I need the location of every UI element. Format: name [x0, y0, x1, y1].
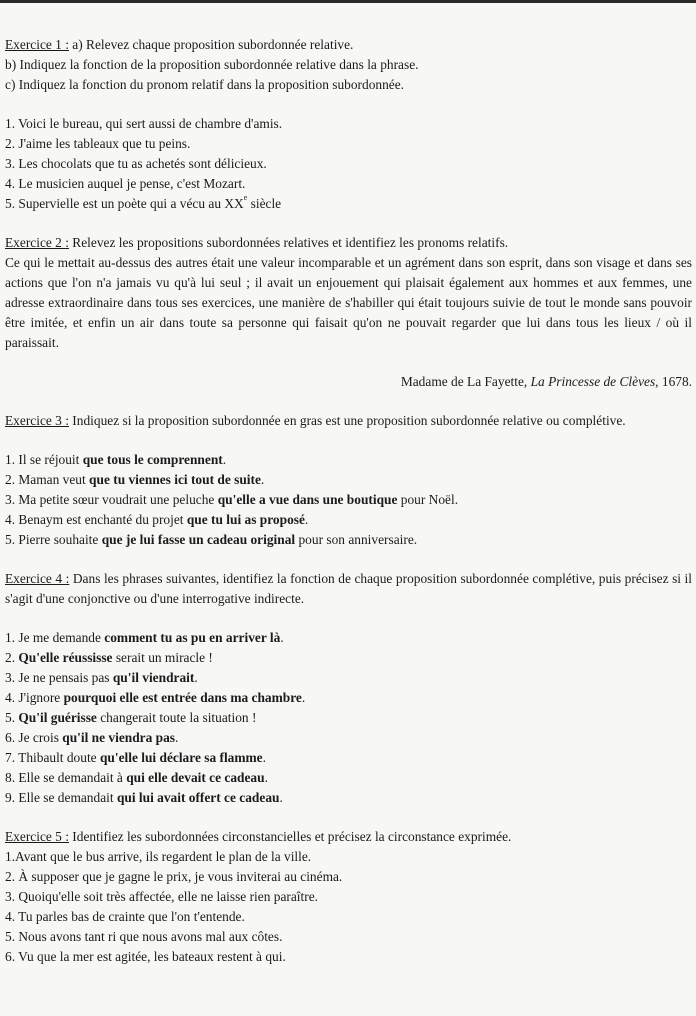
- ex1-title: Exercice 1 :: [5, 37, 69, 52]
- exercise-1: [5, 35, 692, 214]
- ex5-title: Exercice 5 :: [5, 829, 69, 844]
- exercise-2: [5, 233, 692, 392]
- ex5-item-1: 1.Avant que le bus arrive, ils regardent le plan de la ville.: [5, 849, 312, 864]
- ex3-item-4: 4. Benaym est enchanté du projet que tu lui as proposé.: [5, 512, 309, 527]
- ex4-title: Exercice 4 :: [5, 571, 70, 586]
- ex5-item-6: 6. Vu que la mer est agitée, les bateaux restent à qui.: [5, 949, 286, 964]
- ex4-item-6: 6. Je crois qu'il ne viendra pas.: [5, 730, 179, 745]
- ex2-instruction: Exercice 2 : Relevez les propositions subordonnées relatives et identifiez les pronoms relatifs.: [5, 235, 509, 250]
- ex3-item-5: 5. Pierre souhaite que je lui fasse un cadeau original pour son anniversaire.: [5, 532, 418, 547]
- exercise-4: [5, 569, 692, 808]
- ex4-instruction: Exercice 4 : Dans les phrases suivantes, identifiez la fonction de chaque proposition subordonnée complétive, puis précisez si il s'agit d'une conjonctive ou d'une interrogative indirecte.: [5, 571, 692, 606]
- ex5-item-3: 3. Quoiqu'elle soit très affectée, elle ne laisse rien paraître.: [5, 889, 318, 904]
- ex2-citation: Madame de La Fayette, La Princesse de Clèves, 1678.: [400, 374, 692, 389]
- ex5-item-5: 5. Nous avons tant ri que nous avons mal aux côtes.: [5, 929, 283, 944]
- ex3-instruction: Exercice 3 : Indiquez si la proposition subordonnée en gras est une proposition subordonnée relative ou complétive.: [5, 413, 626, 428]
- ex1-instruction-b: b) Indiquez la fonction de la proposition subordonnée relative dans la phrase.: [5, 57, 419, 72]
- ex1-item-4: 4. Le musicien auquel je pense, c'est Mozart.: [5, 176, 246, 191]
- exercise-3: [5, 411, 692, 550]
- ex5-instruction: Exercice 5 : Identifiez les subordonnées circonstancielles et précisez la circonstance exprimée.: [5, 829, 512, 844]
- ex1-item-2: 2. J'aime les tableaux que tu peins.: [5, 136, 191, 151]
- exercise-5: [5, 827, 692, 967]
- ex4-item-2: 2. Qu'elle réussisse serait un miracle !: [5, 650, 213, 665]
- ex3-item-1: 1. Il se réjouit que tous le comprennent.: [5, 452, 227, 467]
- ex4-item-4: 4. J'ignore pourquoi elle est entrée dans ma chambre.: [5, 690, 306, 705]
- ex4-item-8: 8. Elle se demandait à qui elle devait ce cadeau.: [5, 770, 268, 785]
- ex4-item-5: 5. Qu'il guérisse changerait toute la situation !: [5, 710, 257, 725]
- ex4-item-3: 3. Je ne pensais pas qu'il viendrait.: [5, 670, 198, 685]
- ex4-item-7: 7. Thibault doute qu'elle lui déclare sa flamme.: [5, 750, 266, 765]
- ex1-instruction-c: c) Indiquez la fonction du pronom relatif dans la proposition subordonnée.: [5, 77, 405, 92]
- ex2-text: Ce qui le mettait au-dessus des autres était une valeur incomparable et un agrément dans son esprit, dans son visage et dans ses actions que l'on n'a jamais vu qu'à lui seul ; il avait un enjouement qui plaisait également aux hommes et aux femmes, une adresse extraordinaire dans tous ses exercices, une manière de s'habiller qui était toujours suivie de tout le monde sans pouvoir être imitée, et enfin un air dans toute sa personne qui faisait qu'on ne pouvait regarder que lui dans tous les lieux / où il paraissait.: [5, 255, 692, 350]
- ex1-instruction-a: Exercice 1 : a) Relevez chaque proposition subordonnée relative.: [5, 37, 354, 52]
- ex4-item-1: 1. Je me demande comment tu as pu en arriver là.: [5, 630, 284, 645]
- ex2-work-title: La Princesse de Clèves: [530, 374, 656, 389]
- ex3-item-2: 2. Maman veut que tu viennes ici tout de suite.: [5, 472, 265, 487]
- ex2-title: Exercice 2 :: [5, 235, 69, 250]
- ex5-item-4: 4. Tu parles bas de crainte que l'on t'entende.: [5, 909, 245, 924]
- ex1-item-5: 5. Supervielle est un poète qui a vécu au XXe siècle: [5, 193, 282, 211]
- ex4-item-9: 9. Elle se demandait qui lui avait offert ce cadeau.: [5, 790, 283, 805]
- ex1-item-1: 1. Voici le bureau, qui sert aussi de chambre d'amis.: [5, 116, 283, 131]
- ex1-item-3: 3. Les chocolats que tu as achetés sont délicieux.: [5, 156, 267, 171]
- ex3-item-3: 3. Ma petite sœur voudrait une peluche qu'elle a vue dans une boutique pour Noël.: [5, 492, 459, 507]
- ex5-item-2: 2. À supposer que je gagne le prix, je vous inviterai au cinéma.: [5, 869, 343, 884]
- ex3-title: Exercice 3 :: [5, 413, 69, 428]
- worksheet: [0, 3, 696, 967]
